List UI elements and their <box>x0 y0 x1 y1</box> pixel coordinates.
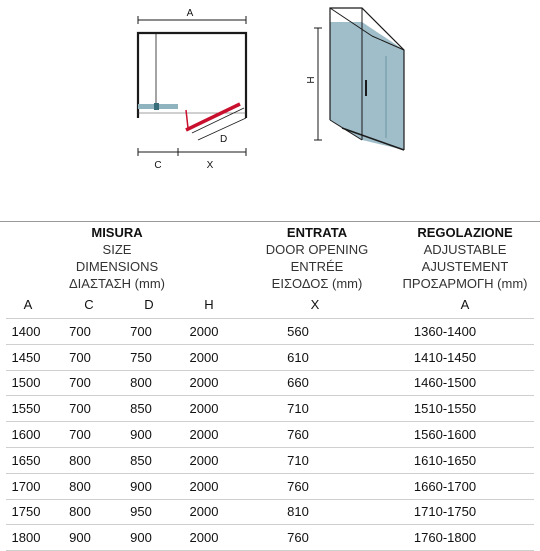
table-cell: 560 <box>287 323 309 339</box>
table-cell: 2000 <box>189 401 219 417</box>
header-entrata-line: ENTRÉE <box>290 259 344 274</box>
header-misura-line: SIZE <box>102 242 132 257</box>
column-header-x: X <box>310 297 320 312</box>
header-misura-line: DIMENSIONS <box>75 259 159 274</box>
table-cell: 1510-1550 <box>413 401 477 417</box>
table-cell: 1460-1500 <box>413 375 477 391</box>
table-cell: 1450 <box>11 349 41 365</box>
table-cell: 700 <box>69 349 91 365</box>
table-cell: 850 <box>130 452 152 468</box>
table-cell: 1750 <box>11 504 41 520</box>
table-cell: 2000 <box>189 452 219 468</box>
table-cell: 760 <box>287 427 309 443</box>
table-cell: 1610-1650 <box>413 452 477 468</box>
table-cell: 700 <box>69 323 91 339</box>
table-cell: 610 <box>287 349 309 365</box>
table-cell: 710 <box>287 401 309 417</box>
table-row <box>6 422 534 448</box>
dim-label-h: H <box>306 76 317 84</box>
dim-label-d: D <box>220 134 228 145</box>
table-row <box>6 370 534 396</box>
table-cell: 850 <box>130 401 152 417</box>
table-cell: 1410-1450 <box>413 349 477 365</box>
table-cell: 700 <box>69 375 91 391</box>
dim-label-c: C <box>154 160 162 171</box>
header-regolazione <box>392 224 538 292</box>
header-regolazione-title: REGOLAZIONE <box>417 225 513 240</box>
header-regolazione-line: ΠΡΟΣΑΡΜΟΓΗ (mm) <box>402 276 528 291</box>
table-cell: 700 <box>69 401 91 417</box>
table-cell: 760 <box>287 478 309 494</box>
table-cell: 900 <box>130 478 152 494</box>
table-cell: 1400 <box>11 323 41 339</box>
plan-view <box>138 8 246 171</box>
table-cell: 1700 <box>11 478 41 494</box>
table-cell: 1710-1750 <box>413 504 477 520</box>
table-cell: 700 <box>130 323 152 339</box>
table-cell: 1800 <box>11 530 41 546</box>
header-misura-line: ΔΙΑΣΤΑΣΗ (mm) <box>68 276 165 291</box>
table-cell: 900 <box>130 530 152 546</box>
header-regolazione-line: ADJUSTABLE <box>423 242 507 257</box>
table-cell: 2000 <box>189 530 219 546</box>
dim-label-a: A <box>186 8 194 19</box>
table-cell: 800 <box>130 375 152 391</box>
table-cell: 700 <box>69 427 91 443</box>
table-cell: 2000 <box>189 375 219 391</box>
column-header-a: A <box>23 297 33 312</box>
table-row <box>6 473 534 499</box>
table-row <box>6 525 534 551</box>
table-cell: 810 <box>287 504 309 520</box>
table-cell: 800 <box>69 452 91 468</box>
table-cell: 750 <box>130 349 152 365</box>
table-cell: 2000 <box>189 323 219 339</box>
column-header-c: C <box>84 297 94 312</box>
table-cell: 710 <box>287 452 309 468</box>
table-row <box>6 396 534 422</box>
table-cell: 660 <box>287 375 309 391</box>
table-cell: 1560-1600 <box>413 427 477 443</box>
divider-top <box>0 221 540 222</box>
table-cell: 900 <box>69 530 91 546</box>
table-cell: 1660-1700 <box>413 478 477 494</box>
perspective-view <box>306 8 404 150</box>
header-entrata-line: ΕΙΣΟΔΟΣ (mm) <box>271 276 363 291</box>
table-cell: 800 <box>69 504 91 520</box>
table-cell: 1650 <box>11 452 41 468</box>
column-header-d: D <box>144 297 154 312</box>
table-row <box>6 499 534 525</box>
table-cell: 950 <box>130 504 152 520</box>
table-row <box>6 319 534 345</box>
table-cell: 2000 <box>189 349 219 365</box>
header-misura <box>62 224 172 292</box>
table-cell: 1760-1800 <box>413 530 477 546</box>
table-cell: 2000 <box>189 504 219 520</box>
table-cell: 900 <box>130 427 152 443</box>
table-cell: 1360-1400 <box>413 323 477 339</box>
table-cell: 2000 <box>189 427 219 443</box>
dim-label-x: X <box>206 160 214 171</box>
technical-diagram <box>0 0 540 200</box>
table-cell: 1600 <box>11 427 41 443</box>
table-row <box>6 447 534 473</box>
dimensions-table <box>6 318 534 551</box>
sliding-door <box>186 104 240 130</box>
table-cell: 2000 <box>189 478 219 494</box>
table-cell: 800 <box>69 478 91 494</box>
column-header-a-adjust: A <box>460 297 470 312</box>
table-cell: 1550 <box>11 401 41 417</box>
header-entrata <box>252 224 382 292</box>
column-header-h: H <box>204 297 214 312</box>
header-entrata-title: ENTRATA <box>286 225 348 240</box>
table-row <box>6 344 534 370</box>
header-entrata-line: DOOR OPENING <box>265 242 369 257</box>
table-cell: 1500 <box>11 375 41 391</box>
header-misura-title: MISURA <box>91 225 143 240</box>
table-cell: 760 <box>287 530 309 546</box>
header-regolazione-line: AJUSTEMENT <box>421 259 509 274</box>
